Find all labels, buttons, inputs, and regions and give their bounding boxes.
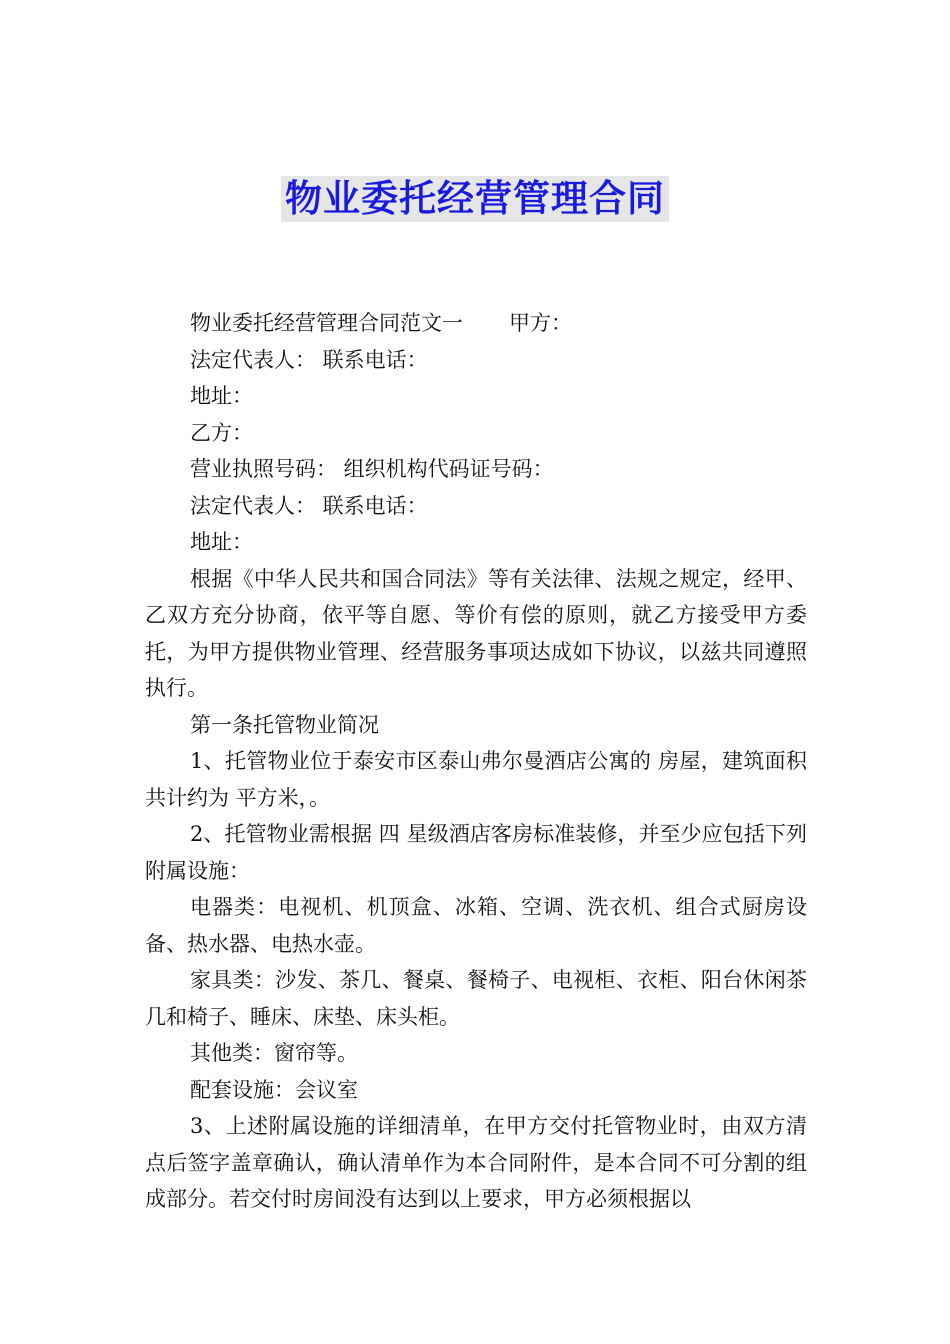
paragraph-party-a-rep: 法定代表人： 联系电话： [190, 347, 428, 372]
paragraph-others: 其他类：窗帘等。 [190, 1041, 358, 1065]
paragraph-preamble: 根据《中华人民共和国合同法》等有关法律、法规之规定，经甲、乙双方充分协商，依平等自愿、等价有偿的原则，就乙方接受甲方委托，为甲方提供物业管理、经营服务事项达成如下协议，以兹共同遵照执行。 [145, 566, 807, 700]
contract-heading-text: 物业委托经营管理合同范文一 [190, 311, 463, 335]
paragraph-appliances: 电器类：电视机、机顶盒、冰箱、空调、洗衣机、组合式厨房设备、热水器、电热水壶。 [145, 895, 807, 956]
paragraph-party-b-license: 营业执照号码： 组织机构代码证号码： [190, 457, 554, 481]
paragraph-facilities: 配套设施：会议室 [190, 1077, 358, 1102]
paragraph-clause-3: 3、上述附属设施的详细清单，在甲方交付托管物业时，由双方清点后签字盖章确认，确认清单作为本合同附件，是本合同不可分割的组成部分。若交付时房间没有达到以上要求，甲方必须根据以 [145, 1114, 807, 1211]
paragraph-furniture: 家具类：沙发、茶几、餐桌、餐椅子、电视柜、衣柜、阳台休闲茶几和椅子、睡床、床垫、床头柜。 [145, 968, 807, 1029]
title-block [0, 176, 950, 222]
paragraph-party-a-address: 地址： [190, 384, 253, 408]
paragraph-article-1-heading: 第一条托管物业简况 [190, 712, 379, 737]
party-a-label: 甲方： [509, 311, 572, 335]
paragraph-party-b-address: 地址： [190, 530, 253, 554]
paragraph-intro [145, 305, 807, 342]
paragraph-clause-1: 1、托管物业位于泰安市区泰山弗尔曼酒店公寓的 房屋，建筑面积共计约为 平方米，。 [145, 749, 807, 810]
document-body [145, 305, 807, 1218]
document-title: 物业委托经营管理合同 [281, 176, 669, 222]
paragraph-party-b: 乙方： [190, 420, 253, 445]
paragraph-party-b-rep: 法定代表人： 联系电话： [190, 493, 428, 518]
paragraph-clause-2: 2、托管物业需根据 四 星级酒店客房标准装修，并至少应包括下列附属设施： [145, 822, 807, 883]
